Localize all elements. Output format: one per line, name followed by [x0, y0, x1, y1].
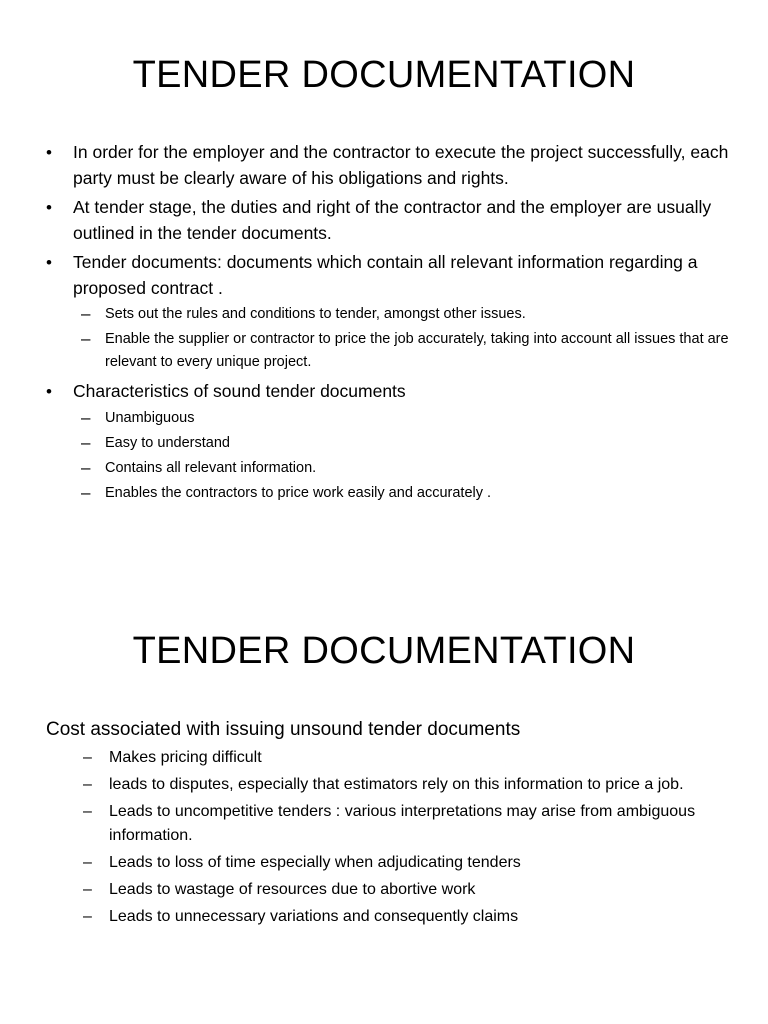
bullet-item	[46, 379, 736, 504]
dash-mark: –	[81, 407, 91, 427]
cost-item	[77, 746, 727, 770]
sub-bullet-item	[73, 482, 736, 505]
cost-item	[77, 905, 727, 929]
slide-1-bullet-list	[46, 140, 736, 510]
sub-bullet-list	[73, 303, 736, 373]
sub-bullet-text: Enable the supplier or contractor to price the job accurately, taking into account all issues that are relevant to every unique project.	[105, 331, 729, 370]
sub-bullet-text: Contains all relevant information.	[105, 459, 317, 476]
sub-bullet-text: Unambiguous	[105, 409, 195, 426]
slide-2	[0, 576, 768, 1024]
bullet-item	[46, 195, 736, 246]
sub-bullet-item	[73, 407, 736, 430]
sub-bullet-text: Enables the contractors to price work easily and accurately .	[105, 484, 492, 501]
cost-item-text: Leads to loss of time especially when adjudicating tenders	[109, 853, 521, 871]
sub-bullet-list	[73, 407, 736, 505]
bullet-mark: •	[46, 198, 52, 217]
bullet-text: In order for the employer and the contractor to execute the project successfully, each party must be clearly aware of his obligations and rights.	[73, 142, 729, 188]
cost-item-text: Leads to uncompetitive tenders : various interpretations may arise from ambiguous information.	[109, 803, 696, 844]
dash-mark: –	[81, 457, 91, 477]
cost-item-text: leads to disputes, especially that estimators rely on this information to price a job.	[109, 776, 684, 793]
cost-heading: Cost associated with issuing unsound tender documents	[46, 719, 521, 740]
cost-item	[77, 851, 727, 875]
dash-mark: –	[83, 776, 92, 793]
dash-mark: –	[81, 482, 91, 502]
dash-mark: –	[83, 749, 92, 766]
bullet-text: At tender stage, the duties and right of the contractor and the employer are usually outlined in the tender documents.	[73, 197, 712, 243]
bullet-mark: •	[46, 143, 52, 162]
cost-list	[77, 746, 727, 932]
dash-mark: –	[81, 432, 91, 452]
bullet-text: Tender documents: documents which contain all relevant information regarding a proposed contract .	[73, 252, 698, 298]
cost-item	[77, 800, 727, 847]
sub-bullet-item	[73, 328, 736, 373]
sub-bullet-text: Easy to understand	[105, 434, 230, 451]
cost-item-text: Makes pricing difficult	[109, 749, 262, 766]
slide-1-title: TENDER DOCUMENTATION	[132, 54, 636, 96]
sub-bullet-item	[73, 303, 736, 326]
dash-mark: –	[83, 907, 92, 925]
bullet-mark: •	[46, 253, 52, 272]
cost-item	[77, 773, 727, 797]
dash-mark: –	[81, 329, 91, 348]
dash-mark: –	[83, 803, 92, 820]
slide-2-title: TENDER DOCUMENTATION	[132, 630, 636, 672]
cost-item-text: Leads to unnecessary variations and consequently claims	[109, 907, 519, 925]
dash-mark: –	[81, 304, 91, 323]
bullet-mark: •	[46, 382, 52, 401]
dash-mark: –	[83, 880, 92, 898]
sub-bullet-item	[73, 457, 736, 480]
bullet-item	[46, 140, 736, 191]
bullet-item	[46, 250, 736, 373]
sub-bullet-item	[73, 432, 736, 455]
cost-item	[77, 878, 727, 902]
cost-item-text: Leads to wastage of resources due to abortive work	[109, 880, 476, 898]
bullet-text: Characteristics of sound tender documents	[73, 381, 406, 401]
sub-bullet-text: Sets out the rules and conditions to tender, amongst other issues.	[105, 306, 526, 322]
dash-mark: –	[83, 853, 92, 871]
